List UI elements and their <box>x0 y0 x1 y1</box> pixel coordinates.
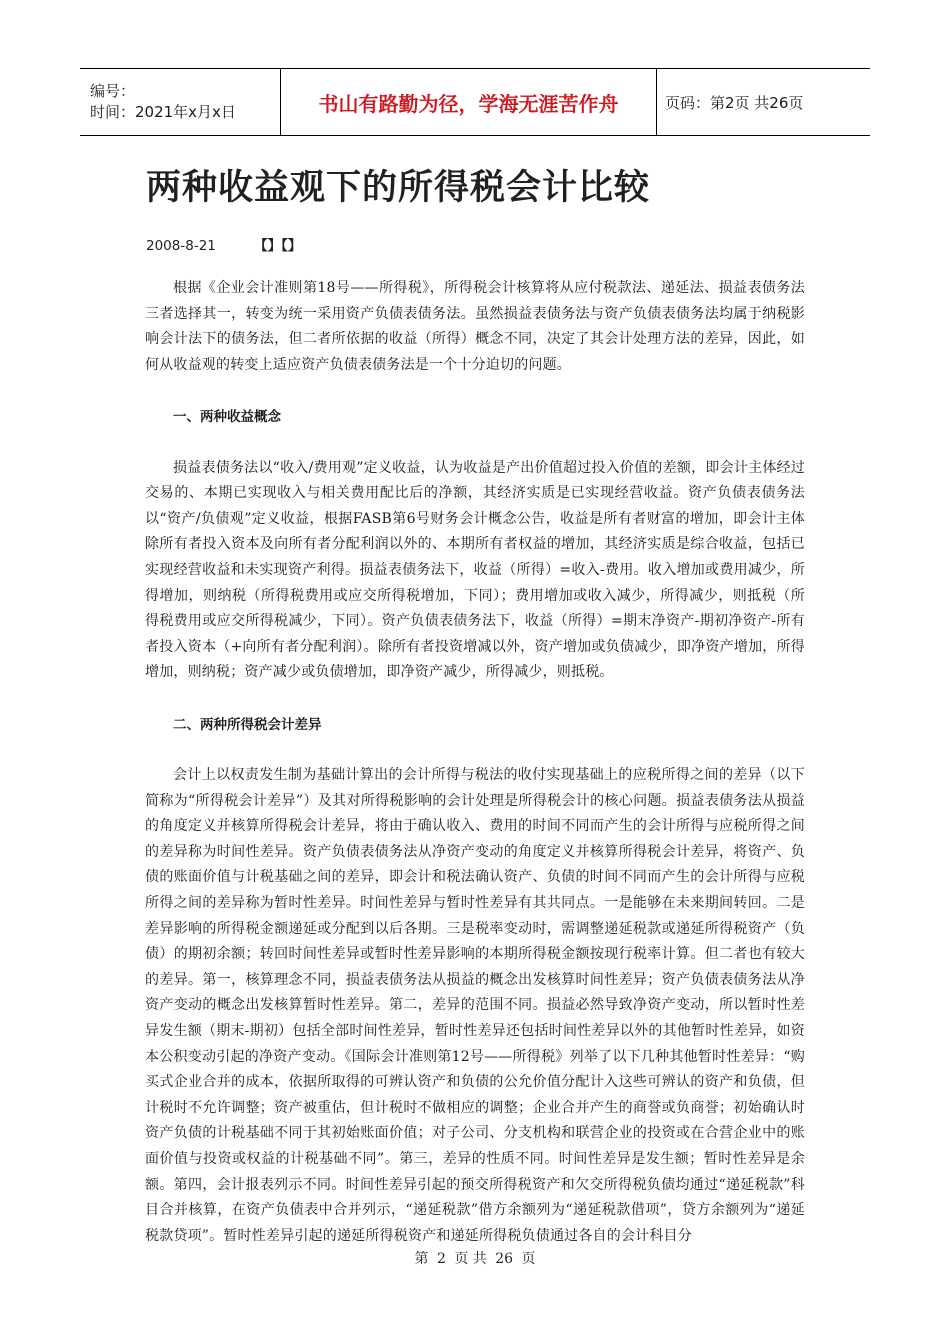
paragraph-income-concepts: 损益表债务法以“收入/费用观”定义收益，认为收益是产出价值超过投入价值的差额，即会计主体经过交易的、本期已实现收入与相关费用配比后的净额，其经济实质是已实现经营收益。资产负债表债务法以“资产/负债观”定义收益，根据FASB第6号财务会计概念公告，收益是所有者财富的增加，即会计主体除所有者投入资本及向所有者分配利润以外的、本期所有者权益的增加，其经济实质是综合收益，包括已实现经营收益和未实现资产利得。损益表债务法下，收益（所得）=收入-费用。收入增加或费用减少，所得增加，则纳税（所得税费用或应交所得税增加，下同）；费用增加或收入减少，所得减少，则抵税（所得税费用或应交所得税减少，下同）。资产负债表债务法下，收益（所得）=期末净资产-期初净资产-所有者投入资本（+向所有者分配利润）。除所有者投资增减以外，资产增加或负债减少，即净资产增加，所得增加，则纳税；资产减少或负债增加，即净资产减少，所得减少，则抵税。 <box>145 459 805 681</box>
page-info-text: 页码：第2页 共26页 <box>665 93 804 112</box>
motto-text: 书山有路勤为径，学海无涯苦作舟 <box>318 91 619 116</box>
footer-total-pages: 26 <box>495 1251 514 1267</box>
footer-prefix: 第 <box>414 1251 429 1267</box>
header-motto <box>281 69 657 135</box>
article-title: 两种收益观下的所得税会计比较 <box>146 168 651 208</box>
footer-page-number: 2 <box>436 1251 446 1267</box>
paragraph-differences: 会计上以权责发生制为基础计算出的会计所得与税法的收付实现基础上的应税所得之间的差异（以下简称为“所得税会计差异”）及其对所得税影响的会计处理是所得税会计的核心问题。损益表债务法从损益的角度定义并核算所得税会计差异，将由于确认收入、费用的时间不同而产生的会计所得与应税所得之间的差异称为时间性差异。资产负债表债务法从净资产变动的角度定义并核算所得税会计差异，将资产、负债的账面价值与计税基础之间的差异，即会计和税法确认资产、负债的时间不同而产生的会计所得与应税所得之间的差异称为暂时性差异。时间性差异与暂时性差异有其共同点。一是能够在未来期间转回。二是差异影响的所得税金额递延或分配到以后各期。三是税率变动时，需调整递延税款或递延所得税资产（负债）的期初余额；转回时间性差异或暂时性差异影响的本期所得税金额按现行税率计算。但二者也有较大的差异。第一，核算理念不同，损益表债务法从损益的概念出发核算时间性差异；资产负债表债务法从净资产变动的概念出发核算暂时性差异。第二，差异的范围不同。损益必然导致净资产变动，所以暂时性差异发生额（期末-期初）包括全部时间性差异，暂时性差异还包括时间性差异以外的其他暂时性差异，如资本公积变动引起的净资产变动。《国际会计准则第12号——所得税》列举了以下几种其他暂时性差异：“购买式企业合并的成本，依据所取得的可辨认资产和负债的公允价值分配计入这些可辨认的资产和负债，但计税时不允许调整；资产被重估，但计税时不做相应的调整；企业合并产生的商誉或负商誉；初始确认时资产负债的计税基础不同于其初始账面价值；对子公司、分支机构和联营企业的投资或在合营企业中的账面价值与投资或权益的计税基础不同”。第三，差异的性质不同。时间性差异是发生额；暂时性差异是余额。第四，会计报表列示不同。时间性差异引起的预交所得税资产和欠交所得税负债均通过“递延税款”科目合并核算，在资产负债表中合并列示，“递延税款”借方余额列为“递延税款借项”，贷方余额列为“递延税款贷项”。暂时性差异引起的递延所得税资产和递延所得税负债通过各自的会计科目分 <box>145 767 805 1244</box>
section-heading-2: 二、两种所得税会计差异 <box>173 716 322 733</box>
header-meta <box>80 69 281 135</box>
article-brackets: 【】【】 <box>254 238 302 254</box>
section-heading-1: 一、两种收益概念 <box>173 408 281 425</box>
footer-middle: 页 共 <box>454 1251 487 1267</box>
page-header <box>80 68 870 136</box>
header-page-info <box>657 69 870 135</box>
article-meta <box>146 234 301 254</box>
footer-suffix: 页 <box>521 1251 536 1267</box>
document-time-label: 时间：2021年x月x日 <box>90 103 236 121</box>
article-body <box>145 276 805 1249</box>
page-footer <box>0 1248 950 1268</box>
document-number-label: 编号： <box>90 82 136 100</box>
article-date: 2008-8-21 <box>146 238 216 254</box>
paragraph-intro: 根据《企业会计准则第18号——所得税》，所得税会计核算将从应付税款法、递延法、损益表债务法三者选择其一，转变为统一采用资产负债表债务法。虽然损益表债务法与资产负债表债务法均属于纳税影响会计法下的债务法，但二者所依据的收益（所得）概念不同，决定了其会计处理方法的差异，因此，如何从收益观的转变上适应资产负债表债务法是一个十分迫切的问题。 <box>145 280 805 373</box>
